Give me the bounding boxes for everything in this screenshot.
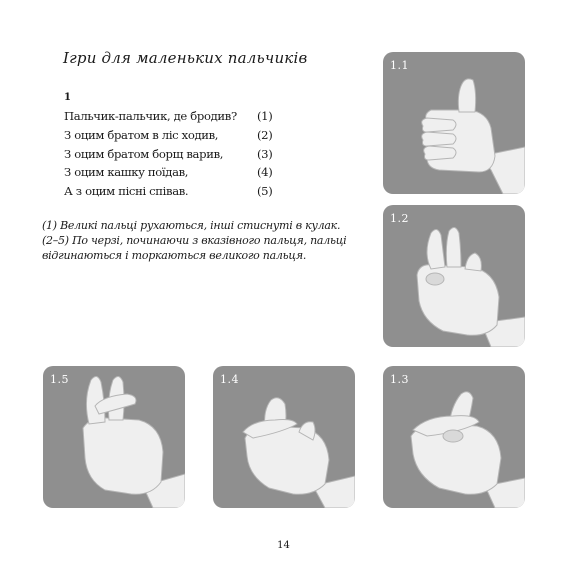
instructions xyxy=(42,219,377,263)
photo-1-4 xyxy=(213,366,355,508)
photo-1-2 xyxy=(383,205,525,347)
poem-line-number: (2) xyxy=(257,127,273,142)
photo-label: 1.1 xyxy=(390,59,409,72)
poem-line-number: (5) xyxy=(257,184,273,199)
poem-line-text: А з оцим пісні співав. xyxy=(64,184,189,199)
instruction-note: (1) Великі пальці рухаються, інші стиснуті в кулак. xyxy=(42,219,341,232)
poem-line-text: З оцим кашку поїдав, xyxy=(64,165,189,180)
ring-thumb-touch-hand-icon xyxy=(213,366,355,508)
poem-line-text: З оцим братом в ліс ходив, xyxy=(64,127,219,142)
poem-line xyxy=(64,182,279,201)
page-title: Ігри для маленьких пальчиків xyxy=(63,49,308,67)
photo-1-3 xyxy=(383,366,525,508)
poem-line-number: (4) xyxy=(257,165,273,180)
poem-line xyxy=(64,126,279,145)
poem-line xyxy=(64,145,279,164)
thumbs-up-hand-icon xyxy=(383,52,525,194)
poem-line xyxy=(64,107,279,126)
photo-1-1 xyxy=(383,52,525,194)
photo-label: 1.3 xyxy=(390,373,409,386)
instruction-note: (2–5) По черзі, починаючи з вказівного пальця, пальці відгинаються і торкаються великого пальця. xyxy=(42,233,347,262)
poem-line xyxy=(64,163,279,182)
photo-label: 1.5 xyxy=(50,373,69,386)
pinky-thumb-touch-hand-icon xyxy=(43,366,185,508)
poem-line-number: (1) xyxy=(257,109,273,123)
poem xyxy=(64,107,279,201)
poem-number: 1 xyxy=(64,92,71,103)
page-number: 14 xyxy=(277,540,290,551)
photo-label: 1.2 xyxy=(390,212,409,225)
photo-1-5 xyxy=(43,366,185,508)
poem-line-text: Пальчик-пальчик, де бродив? xyxy=(64,109,237,123)
poem-line-number: (3) xyxy=(257,146,273,161)
photo-label: 1.4 xyxy=(220,373,239,386)
middle-thumb-touch-hand-icon xyxy=(383,366,525,508)
poem-line-text: З оцим братом борщ варив, xyxy=(64,146,224,161)
index-thumb-touch-hand-icon xyxy=(383,205,525,347)
